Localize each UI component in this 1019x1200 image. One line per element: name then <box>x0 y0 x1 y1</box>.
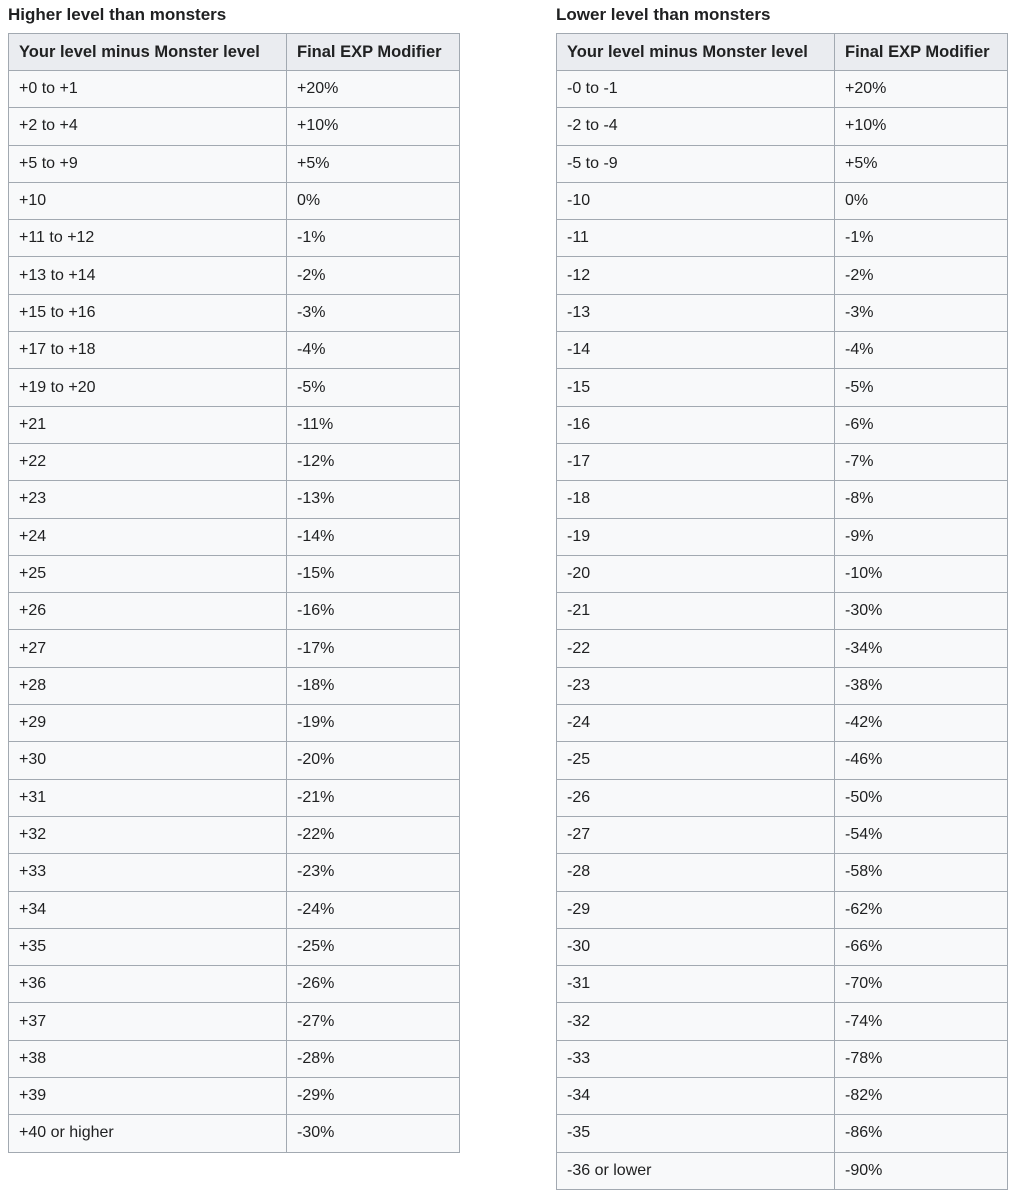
level-difference-cell: -17 <box>557 443 835 480</box>
table-row <box>9 966 460 1003</box>
exp-modifier-cell: -21% <box>287 779 460 816</box>
table-row <box>557 1115 1008 1152</box>
table-header-row <box>9 34 460 71</box>
table-row <box>557 369 1008 406</box>
table-row <box>557 966 1008 1003</box>
level-difference-cell: +26 <box>9 593 287 630</box>
level-difference-cell: +31 <box>9 779 287 816</box>
level-difference-cell: +40 or higher <box>9 1115 287 1152</box>
table-row <box>557 71 1008 108</box>
exp-modifier-cell: -2% <box>835 257 1008 294</box>
exp-modifier-cell: -8% <box>835 481 1008 518</box>
level-difference-cell: +15 to +16 <box>9 294 287 331</box>
exp-modifier-cell: -26% <box>287 966 460 1003</box>
lower-level-title: Lower level than monsters <box>556 5 771 24</box>
table-row <box>557 928 1008 965</box>
exp-modifier-cell: -30% <box>287 1115 460 1152</box>
exp-modifier-cell: -74% <box>835 1003 1008 1040</box>
table-row <box>9 406 460 443</box>
level-difference-cell: -0 to -1 <box>557 71 835 108</box>
exp-modifier-cell: -16% <box>287 593 460 630</box>
level-difference-cell: -21 <box>557 593 835 630</box>
table-row <box>9 182 460 219</box>
table-row <box>557 443 1008 480</box>
level-difference-cell: -19 <box>557 518 835 555</box>
table-row <box>9 891 460 928</box>
level-difference-cell: +39 <box>9 1078 287 1115</box>
level-difference-cell: +36 <box>9 966 287 1003</box>
exp-modifier-cell: +10% <box>835 108 1008 145</box>
exp-modifier-cell: -6% <box>835 406 1008 443</box>
exp-modifier-cell: -3% <box>835 294 1008 331</box>
level-difference-cell: +22 <box>9 443 287 480</box>
exp-modifier-cell: -13% <box>287 481 460 518</box>
level-difference-cell: -18 <box>557 481 835 518</box>
level-difference-cell: +21 <box>9 406 287 443</box>
exp-modifier-cell: -34% <box>835 630 1008 667</box>
table-row <box>557 257 1008 294</box>
level-difference-cell: -25 <box>557 742 835 779</box>
exp-modifier-cell: -14% <box>287 518 460 555</box>
column-header-exp-modifier: Final EXP Modifier <box>287 34 460 71</box>
level-difference-cell: +23 <box>9 481 287 518</box>
exp-modifier-cell: +20% <box>287 71 460 108</box>
table-row <box>557 481 1008 518</box>
exp-modifier-cell: -42% <box>835 705 1008 742</box>
level-difference-cell: +11 to +12 <box>9 220 287 257</box>
table-row <box>9 518 460 555</box>
table-row <box>9 145 460 182</box>
lower-level-section <box>556 0 1007 1190</box>
table-row <box>557 891 1008 928</box>
level-difference-cell: +10 <box>9 182 287 219</box>
level-difference-cell: -31 <box>557 966 835 1003</box>
table-row <box>9 630 460 667</box>
level-difference-cell: +25 <box>9 555 287 592</box>
column-header-level-difference: Your level minus Monster level <box>9 34 287 71</box>
exp-modifier-cell: -1% <box>287 220 460 257</box>
level-difference-cell: +34 <box>9 891 287 928</box>
exp-modifier-cell: -38% <box>835 667 1008 704</box>
level-difference-cell: -10 <box>557 182 835 219</box>
level-difference-cell: -5 to -9 <box>557 145 835 182</box>
exp-modifier-cell: +10% <box>287 108 460 145</box>
exp-modifier-cell: +20% <box>835 71 1008 108</box>
exp-modifier-cell: -2% <box>287 257 460 294</box>
exp-modifier-cell: -5% <box>287 369 460 406</box>
level-difference-cell: +19 to +20 <box>9 369 287 406</box>
level-difference-cell: -27 <box>557 816 835 853</box>
table-row <box>557 555 1008 592</box>
level-difference-cell: -35 <box>557 1115 835 1152</box>
level-difference-cell: -2 to -4 <box>557 108 835 145</box>
level-difference-cell: +27 <box>9 630 287 667</box>
lower-level-table <box>556 33 1008 1190</box>
higher-level-table <box>8 33 460 1153</box>
exp-modifier-cell: -4% <box>287 332 460 369</box>
exp-modifier-cell: -30% <box>835 593 1008 630</box>
table-row <box>9 854 460 891</box>
exp-modifier-cell: -90% <box>835 1152 1008 1189</box>
table-row <box>9 369 460 406</box>
table-row <box>9 294 460 331</box>
level-difference-cell: +32 <box>9 816 287 853</box>
table-row <box>9 108 460 145</box>
level-difference-cell: -11 <box>557 220 835 257</box>
table-row <box>557 1152 1008 1189</box>
table-row <box>557 779 1008 816</box>
table-row <box>9 1115 460 1152</box>
exp-modifier-cell: -78% <box>835 1040 1008 1077</box>
exp-modifier-cell: -18% <box>287 667 460 704</box>
higher-level-title: Higher level than monsters <box>8 5 227 24</box>
level-difference-cell: -20 <box>557 555 835 592</box>
exp-modifier-cell: -10% <box>835 555 1008 592</box>
exp-modifier-cell: -28% <box>287 1040 460 1077</box>
exp-modifier-cell: -22% <box>287 816 460 853</box>
level-difference-cell: -12 <box>557 257 835 294</box>
level-difference-cell: -16 <box>557 406 835 443</box>
table-row <box>9 705 460 742</box>
level-difference-cell: -26 <box>557 779 835 816</box>
level-difference-cell: +30 <box>9 742 287 779</box>
exp-modifier-cell: -24% <box>287 891 460 928</box>
table-row <box>557 593 1008 630</box>
exp-modifier-cell: -20% <box>287 742 460 779</box>
table-row <box>9 1003 460 1040</box>
level-difference-cell: +0 to +1 <box>9 71 287 108</box>
level-difference-cell: +37 <box>9 1003 287 1040</box>
exp-modifier-cell: -17% <box>287 630 460 667</box>
table-row <box>557 294 1008 331</box>
table-row <box>557 108 1008 145</box>
level-difference-cell: +28 <box>9 667 287 704</box>
exp-modifier-cell: +5% <box>287 145 460 182</box>
level-difference-cell: -33 <box>557 1040 835 1077</box>
table-row <box>9 928 460 965</box>
exp-modifier-cell: -12% <box>287 443 460 480</box>
exp-modifier-cell: 0% <box>287 182 460 219</box>
level-difference-cell: -15 <box>557 369 835 406</box>
exp-modifier-cell: -1% <box>835 220 1008 257</box>
table-row <box>9 481 460 518</box>
table-row <box>557 145 1008 182</box>
table-row <box>9 71 460 108</box>
level-difference-cell: -24 <box>557 705 835 742</box>
exp-modifier-cell: -54% <box>835 816 1008 853</box>
table-row <box>557 1078 1008 1115</box>
exp-modifier-cell: 0% <box>835 182 1008 219</box>
exp-modifier-cell: -50% <box>835 779 1008 816</box>
higher-level-section <box>8 0 459 1153</box>
level-difference-cell: -34 <box>557 1078 835 1115</box>
table-row <box>9 593 460 630</box>
table-row <box>557 1003 1008 1040</box>
level-difference-cell: +33 <box>9 854 287 891</box>
level-difference-cell: -22 <box>557 630 835 667</box>
level-difference-cell: -23 <box>557 667 835 704</box>
level-difference-cell: +2 to +4 <box>9 108 287 145</box>
level-difference-cell: +5 to +9 <box>9 145 287 182</box>
table-row <box>557 742 1008 779</box>
level-difference-cell: -13 <box>557 294 835 331</box>
table-row <box>557 630 1008 667</box>
table-row <box>557 182 1008 219</box>
level-difference-cell: -30 <box>557 928 835 965</box>
exp-modifier-cell: -66% <box>835 928 1008 965</box>
exp-modifier-cell: -5% <box>835 369 1008 406</box>
table-row <box>9 742 460 779</box>
table-row <box>9 332 460 369</box>
exp-modifier-cell: -11% <box>287 406 460 443</box>
level-difference-cell: -36 or lower <box>557 1152 835 1189</box>
exp-modifier-cell: -15% <box>287 555 460 592</box>
exp-modifier-cell: -9% <box>835 518 1008 555</box>
exp-modifier-cell: -86% <box>835 1115 1008 1152</box>
level-difference-cell: -29 <box>557 891 835 928</box>
column-header-exp-modifier: Final EXP Modifier <box>835 34 1008 71</box>
level-difference-cell: +13 to +14 <box>9 257 287 294</box>
exp-modifier-cell: -27% <box>287 1003 460 1040</box>
level-difference-cell: +29 <box>9 705 287 742</box>
exp-modifier-cell: -7% <box>835 443 1008 480</box>
table-row <box>9 220 460 257</box>
level-difference-cell: -14 <box>557 332 835 369</box>
table-row <box>557 667 1008 704</box>
table-row <box>9 443 460 480</box>
table-row <box>9 257 460 294</box>
table-row <box>557 332 1008 369</box>
column-header-level-difference: Your level minus Monster level <box>557 34 835 71</box>
exp-modifier-cell: -25% <box>287 928 460 965</box>
table-row <box>9 779 460 816</box>
table-row <box>557 705 1008 742</box>
table-row <box>9 1040 460 1077</box>
exp-modifier-cell: -70% <box>835 966 1008 1003</box>
table-row <box>557 220 1008 257</box>
level-difference-cell: +38 <box>9 1040 287 1077</box>
level-difference-cell: +24 <box>9 518 287 555</box>
level-difference-cell: -32 <box>557 1003 835 1040</box>
exp-modifier-cell: +5% <box>835 145 1008 182</box>
table-row <box>9 816 460 853</box>
exp-modifier-cell: -19% <box>287 705 460 742</box>
exp-modifier-cell: -29% <box>287 1078 460 1115</box>
exp-modifier-cell: -62% <box>835 891 1008 928</box>
table-row <box>557 406 1008 443</box>
exp-modifier-cell: -58% <box>835 854 1008 891</box>
level-difference-cell: +17 to +18 <box>9 332 287 369</box>
table-row <box>557 854 1008 891</box>
exp-modifier-cell: -23% <box>287 854 460 891</box>
table-row <box>557 518 1008 555</box>
exp-modifier-cell: -82% <box>835 1078 1008 1115</box>
table-row <box>9 667 460 704</box>
table-row <box>9 1078 460 1115</box>
exp-modifier-cell: -3% <box>287 294 460 331</box>
table-row <box>557 1040 1008 1077</box>
level-difference-cell: +35 <box>9 928 287 965</box>
table-row <box>9 555 460 592</box>
table-row <box>557 816 1008 853</box>
table-header-row <box>557 34 1008 71</box>
exp-modifier-cell: -4% <box>835 332 1008 369</box>
level-difference-cell: -28 <box>557 854 835 891</box>
exp-modifier-cell: -46% <box>835 742 1008 779</box>
